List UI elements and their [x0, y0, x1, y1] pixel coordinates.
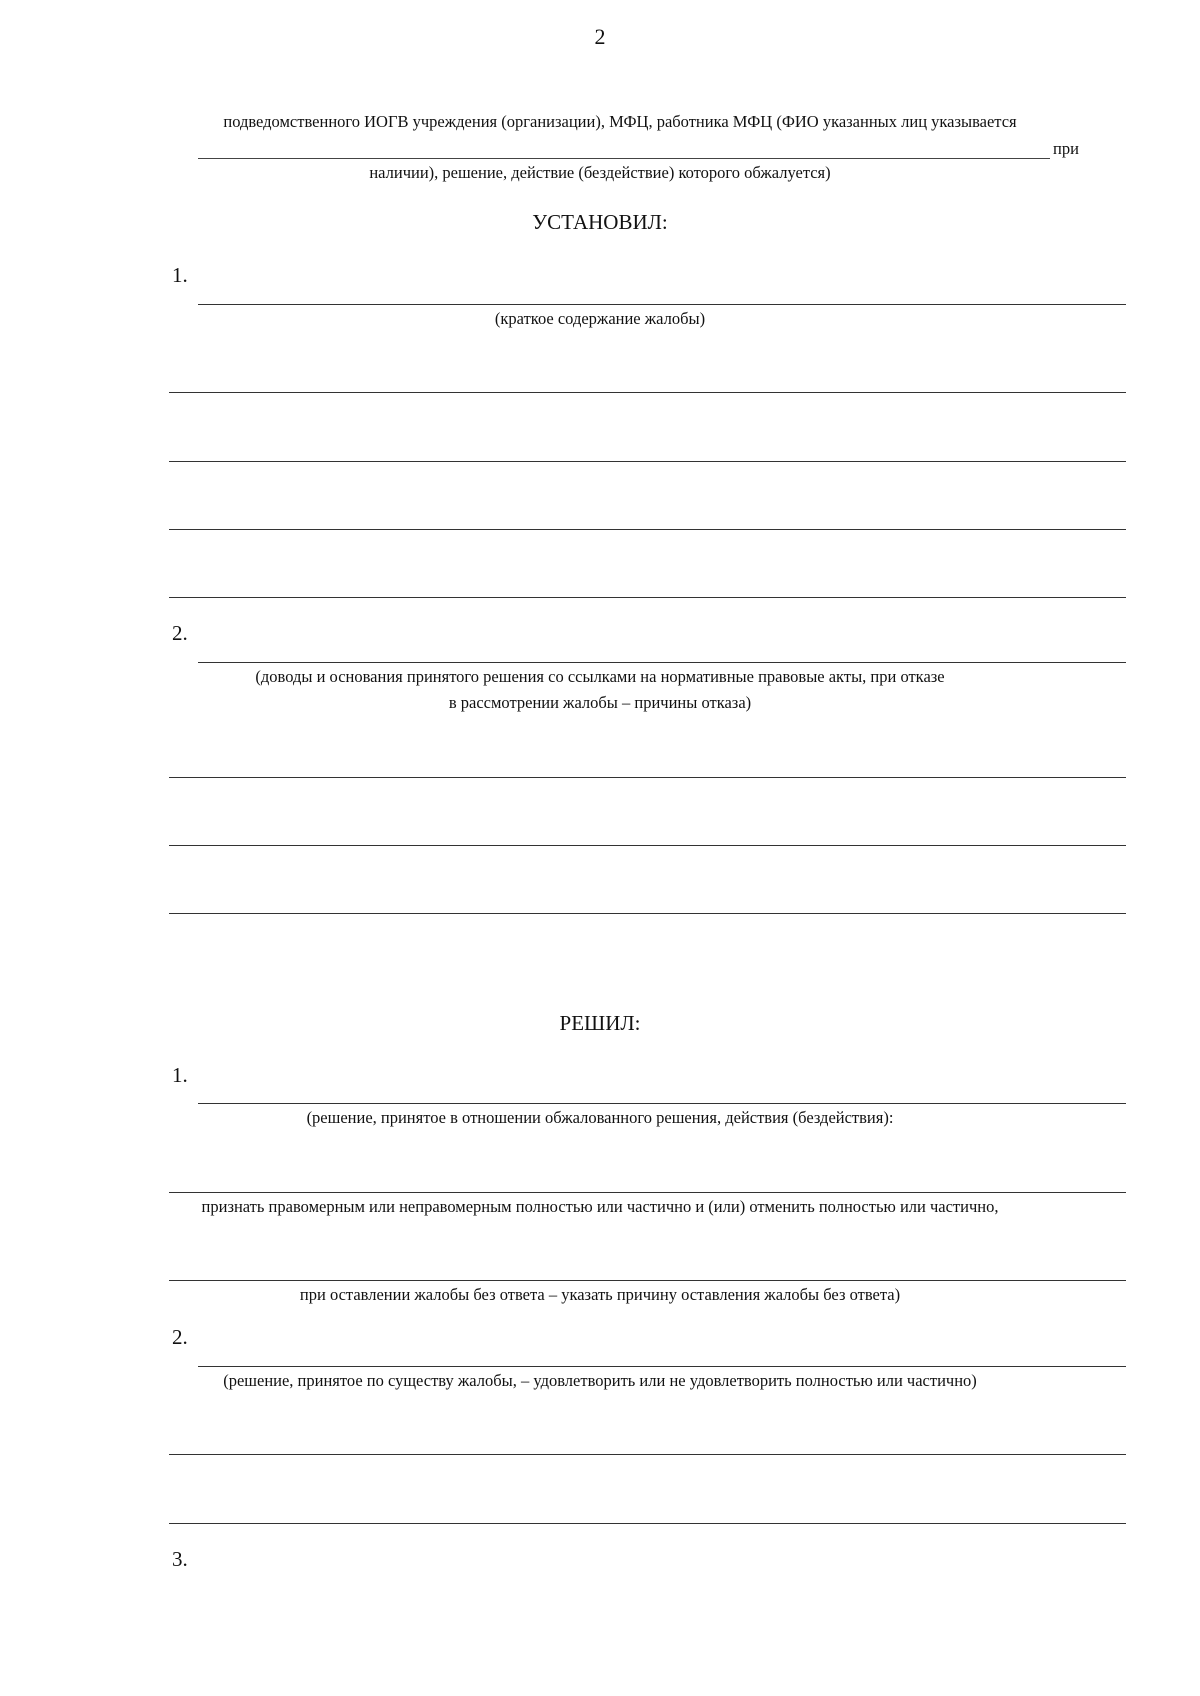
established-item-2-number: 2.: [172, 621, 188, 645]
decided-blank-line-2: [169, 1280, 1126, 1281]
established-blank-line-1: [169, 392, 1126, 393]
established-heading: УСТАНОВИЛ:: [532, 210, 668, 234]
decided-heading: РЕШИЛ:: [559, 1011, 641, 1035]
decided-item-2-caption: (решение, принятое по существу жалобы, – удовлетворить или не удовлетворить полностью или частично): [223, 1371, 977, 1390]
established-item-2-caption-1: (доводы и основания принятого решения со ссылками на нормативные правовые акты, при отказе: [255, 667, 945, 686]
established-item-1-caption: (краткое содержание жалобы): [494, 309, 706, 328]
decided-blank-line-4: [169, 1523, 1126, 1524]
decided-item-1-caption-2: признать правомерным или неправомерным полностью или частично и (или) отменить полностью или частично,: [201, 1197, 999, 1216]
established-blank-line-4: [169, 597, 1126, 598]
established-item-2-caption-2: в рассмотрении жалобы – причины отказа): [448, 693, 752, 712]
intro-line-3: наличии), решение, действие (бездействие) которого обжалуется): [369, 163, 831, 182]
decided-blank-line-3: [169, 1454, 1126, 1455]
decided-item-2-number: 2.: [172, 1325, 188, 1349]
intro-line-2-tail: при: [1053, 139, 1079, 158]
established-item-1-line: [198, 304, 1126, 305]
intro-blank-line: [198, 158, 1050, 159]
established-blank-line-2: [169, 461, 1126, 462]
decided-item-2-line: [198, 1366, 1126, 1367]
decided-item-1-caption-3: при оставлении жалобы без ответа – указать причину оставления жалобы без ответа): [299, 1285, 901, 1304]
decided-blank-line-1: [169, 1192, 1126, 1193]
established-blank-line-6: [169, 845, 1126, 846]
page-number: 2: [594, 24, 606, 49]
decided-item-1-number: 1.: [172, 1063, 188, 1087]
established-blank-line-5: [169, 777, 1126, 778]
established-item-1-number: 1.: [172, 263, 188, 287]
established-item-2-line: [198, 662, 1126, 663]
intro-line-1: подведомственного ИОГВ учреждения (организации), МФЦ, работника МФЦ (ФИО указанных лиц указывается: [223, 112, 1017, 131]
established-blank-line-3: [169, 529, 1126, 530]
decided-item-1-line: [198, 1103, 1126, 1104]
established-blank-line-7: [169, 913, 1126, 914]
decided-item-1-caption-1: (решение, принятое в отношении обжалованного решения, действия (бездействия):: [306, 1108, 894, 1127]
decided-item-3-number: 3.: [172, 1547, 188, 1571]
